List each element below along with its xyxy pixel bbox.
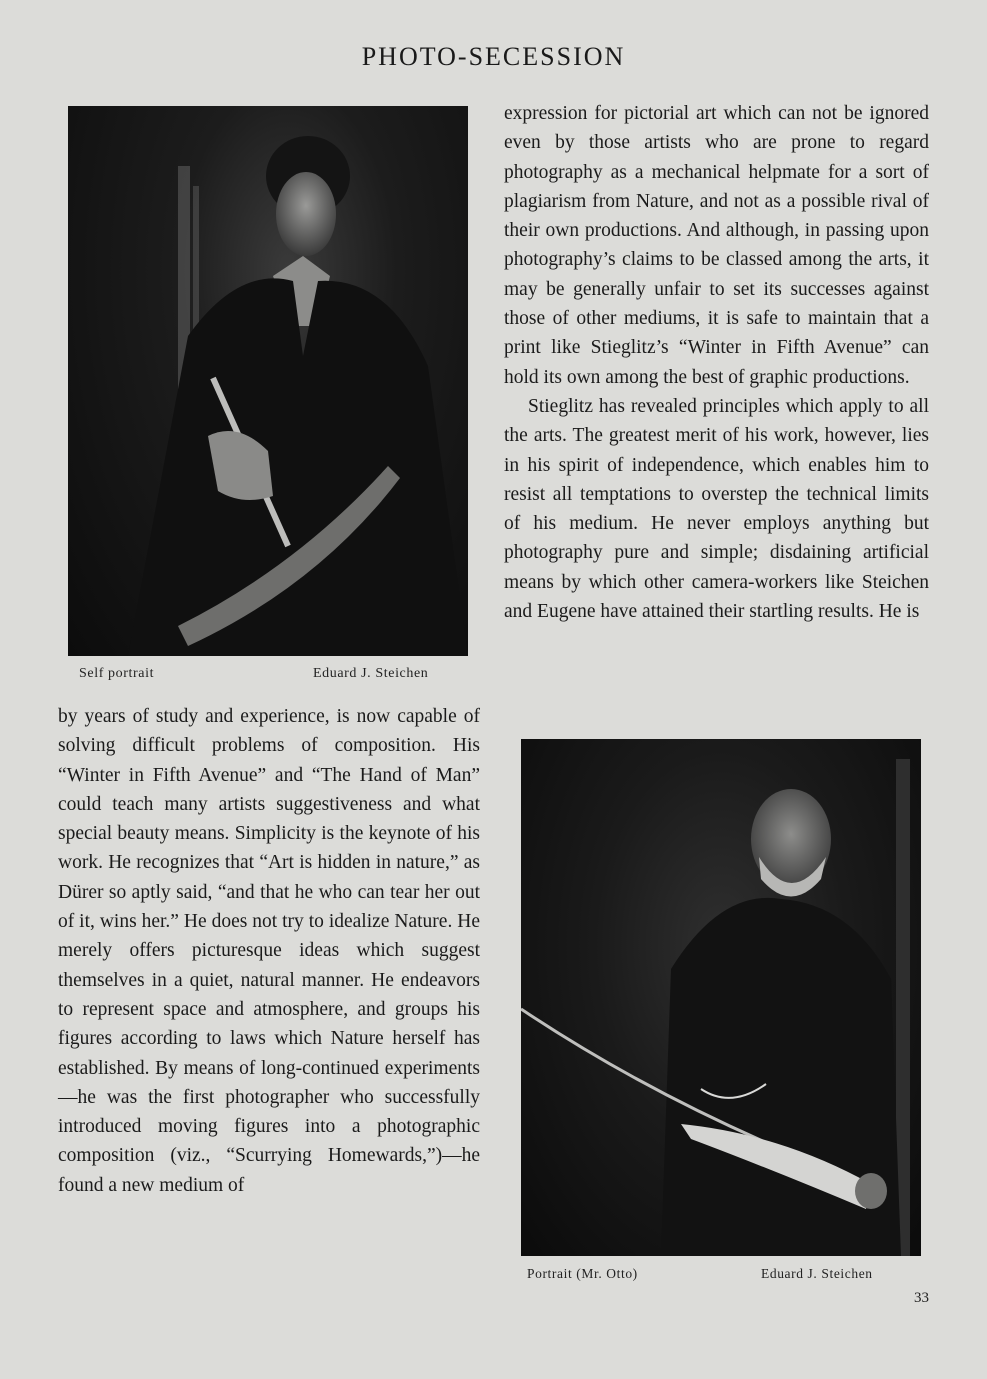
- otto-portrait-photo: [521, 739, 921, 1256]
- right-paragraph-2: Stieglitz has revealed principles which apply to all the arts. The greatest merit of his work, however, lies in his spirit of independence, which enables him to resist all temptations to overstep the technical limits of his medium. He never employs anything but photography pure and simple; disdaining artificial means by which other camera-workers like Steichen and Eugene have attained their startling results. He is: [504, 395, 929, 623]
- self-portrait-image: [68, 106, 468, 656]
- left-paragraph: by years of study and experience, is now capable of solving difficult problems of composition. His “Winter in Fifth Avenue” and “The Hand of Man” could teach many artists suggestiveness and what special beauty means. Simplicity is the keynote of his work. He recognizes that “Art is hidden in nature,” as Dürer so aptly said, “and that he who can tear her out of it, wins her.” He does not try to idealize Nature. He merely offers picturesque ideas which suggest themselves in a quiet, natural manner. He endeavors to represent space and atmosphere, and groups his figures according to laws which Nature herself has established. By means of long-continued experiments—he was the first photographer who successfully introduced moving figures into a photographic composition (viz., “Scurrying Homewards,”)—he found a new medium of: [58, 706, 480, 1196]
- right-column-text: [504, 99, 929, 626]
- right-paragraph-1: expression for pictorial art which can not be ignored even by those artists who are prone to regard photography as a mechanical helpmate for a sort of plagiarism from Nature, and not as a possible rival of their own productions. And although, in passing upon photography’s claims to be classed among the arts, it may be generally unfair to set its successes against those of other mediums, it is safe to maintain that a print like Stieglitz’s “Winter in Fifth Avenue” can hold its own among the best of graphic productions.: [504, 103, 929, 388]
- figure-2-caption-title: Portrait (Mr. Otto): [527, 1266, 638, 1281]
- left-column-text: [58, 702, 480, 1200]
- otto-portrait-image: [521, 739, 921, 1256]
- page-number: 33: [914, 1290, 929, 1306]
- figure-1-caption-credit: Eduard J. Steichen: [313, 666, 429, 681]
- figure-2-caption-credit: Eduard J. Steichen: [761, 1266, 873, 1281]
- self-portrait-photo: [68, 106, 468, 656]
- figure-1-caption-title: Self portrait: [79, 666, 155, 681]
- running-title: PHOTO-SECESSION: [361, 42, 626, 71]
